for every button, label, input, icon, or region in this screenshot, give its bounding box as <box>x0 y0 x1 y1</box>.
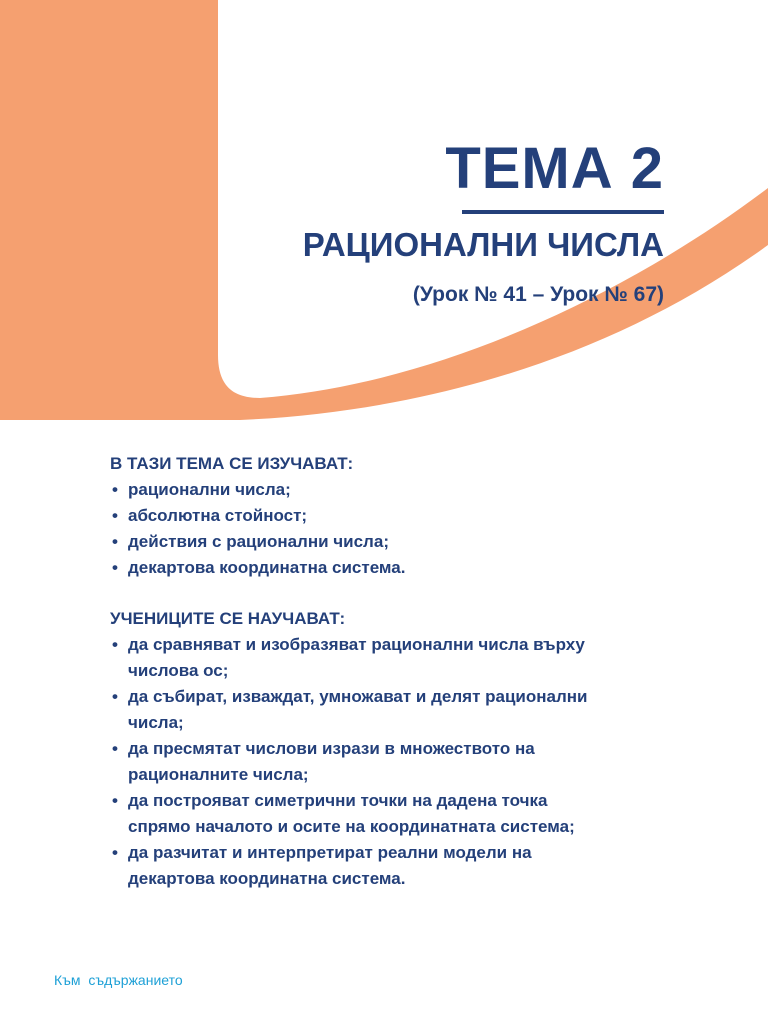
list-item: • да сравняват и изобразяват рационални числа върху числова ос; <box>110 632 598 684</box>
list-item: • рационални числа; <box>110 477 598 503</box>
list-item: • да събират, изваждат, умножават и делят рационални числа; <box>110 684 598 736</box>
topic-subtitle: РАЦИОНАЛНИ ЧИСЛА <box>302 226 664 263</box>
bullet-icon: • <box>112 558 118 577</box>
bullet-icon: • <box>112 739 118 758</box>
bullet-icon: • <box>112 843 118 862</box>
list-item: • действия с рационални числа; <box>110 529 598 555</box>
bullet-icon: • <box>112 506 118 525</box>
topics-list <box>110 477 598 581</box>
outcomes-section <box>110 606 598 892</box>
list-item: • декартова координатна система. <box>110 555 598 581</box>
list-item: • да построяват симетрични точки на дадена точка спрямо началото и осите на координатната система; <box>110 788 598 840</box>
topics-section <box>110 451 598 581</box>
outcomes-list <box>110 632 598 892</box>
topics-heading: В ТАЗИ ТЕМА СЕ ИЗУЧАВАТ: <box>110 454 354 473</box>
list-item: • абсолютна стойност; <box>110 503 598 529</box>
page-title: ТЕМА 2 <box>445 136 664 201</box>
outcomes-heading: УЧЕНИЦИТЕ СЕ НАУЧАВАТ: <box>110 609 346 628</box>
lesson-range: (Урок № 41 – Урок № 67) <box>412 283 664 306</box>
bullet-icon: • <box>112 687 118 706</box>
list-item: • да пресмятат числови изрази в множеството на рационалните числа; <box>110 736 598 788</box>
bullet-icon: • <box>112 480 118 499</box>
orange-swoosh-decoration <box>0 0 768 430</box>
bullet-icon: • <box>112 791 118 810</box>
bullet-icon: • <box>112 532 118 551</box>
title-underline <box>462 210 664 214</box>
list-item: • да разчитат и интерпретират реални модели на декартова координатна система. <box>110 840 598 892</box>
bullet-icon: • <box>112 635 118 654</box>
table-of-contents-link[interactable]: Към съдържанието <box>54 972 183 988</box>
